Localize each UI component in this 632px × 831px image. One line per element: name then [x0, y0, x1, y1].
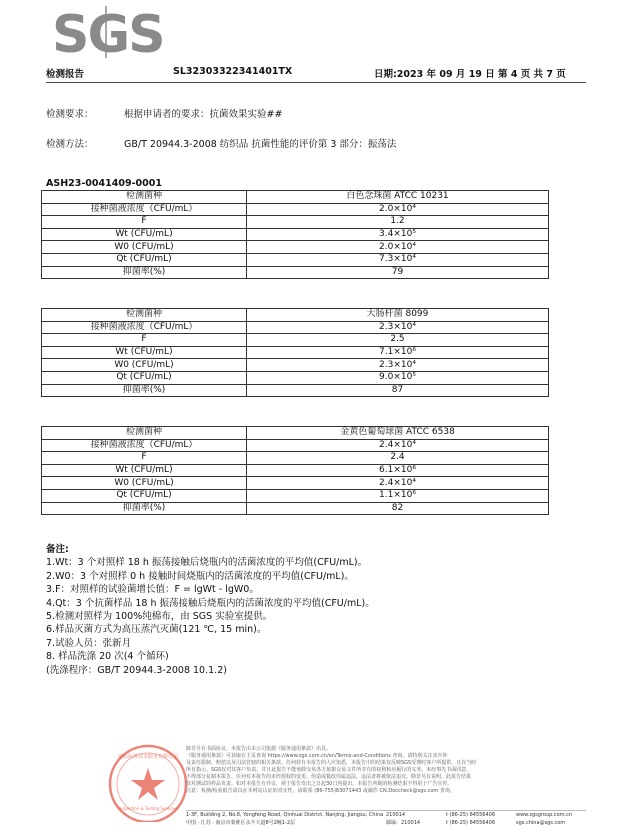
row-label: F	[42, 216, 247, 229]
result-table-2	[41, 308, 549, 397]
address-row-en	[186, 812, 586, 820]
note-item: 4.Qt：3 个抗菌样品 18 h 振荡接触后烧瓶内的活菌浓度的平均值(CFU/mL)。	[46, 597, 375, 609]
row-value: 82	[247, 502, 549, 515]
row-label: 接种菌液浓度（CFU/mL）	[42, 321, 247, 334]
logo-text: SGS	[52, 6, 164, 58]
row-value: 2.5	[247, 334, 549, 347]
table-header-label: 检测菌种	[42, 309, 247, 322]
note-item: (洗涤程序：GB/T 20944.3-2008 10.1.2)	[46, 664, 227, 676]
report-number: SL32303322341401TX	[173, 66, 293, 77]
note-item: 6.样品灭菌方式为高压蒸汽灭菌(121 ℃, 15 min)。	[46, 624, 267, 636]
note-item: 8. 样品洗涤 20 次(4 个循环)	[46, 651, 169, 663]
footer-line: 所有指示。SGS仅对其客户负责，并且此报告不能免除交易各方依据交易文件所享有的权利和应履行的义务。未经事先书面同意，	[186, 767, 472, 773]
row-label: 抑菌率(%)	[42, 502, 247, 515]
table-row	[42, 203, 549, 216]
table-row	[42, 241, 549, 254]
row-label: 抑菌率(%)	[42, 384, 247, 397]
table-row	[42, 253, 549, 266]
sgs-logo	[46, 6, 188, 58]
row-label: W0 (CFU/mL)	[42, 241, 247, 254]
tel-cn: t (86-25) 84556406	[446, 819, 496, 826]
report-date-page: 日期:2023 年 09 月 19 日 第 4 页 共 7 页	[374, 69, 566, 80]
notes-section	[46, 543, 375, 677]
table-row	[42, 464, 549, 477]
table-row	[42, 371, 549, 384]
row-label: Wt (CFU/mL)	[42, 464, 247, 477]
row-value: 2.4×10⁴	[247, 477, 549, 490]
row-value: 2.3×10⁴	[247, 321, 549, 334]
test-requirement-label: 检测要求：	[46, 109, 94, 120]
table-row	[42, 439, 549, 452]
row-value: 9.0×10⁵	[247, 371, 549, 384]
strain-name: 大肠杆菌 8099	[247, 309, 549, 322]
web-cn: sgs.china@sgs.com	[516, 819, 566, 826]
table-header-label: 检测菌种	[42, 427, 247, 440]
table-row	[42, 228, 549, 241]
address-row-cn	[186, 820, 586, 828]
row-value: 87	[247, 384, 549, 397]
row-value: 2.4	[247, 452, 549, 465]
test-method-label: 检测方法：	[46, 139, 94, 150]
header-rule	[46, 82, 586, 83]
address-en: 1-3F, Building 2, No.8, Yongfeng Road, Qinhuai District, Nanjing, Jiangsu, China	[186, 812, 384, 818]
row-value: 3.4×10⁵	[247, 228, 549, 241]
footer-line: 及责任限制、赔偿以及司法管辖的相关条款。任何持有本报告的人应知悉，本报告中的结果仅反映SGS受理时客户所提供，且在当时	[186, 760, 477, 766]
note-item: 3.F：对照样的试验菌增长值：F = lgWt - lgW0。	[46, 584, 259, 596]
row-value: 7.3×10⁴	[247, 253, 549, 266]
table-row	[42, 384, 549, 397]
table-row	[42, 489, 549, 502]
address-block	[186, 810, 586, 827]
row-label: W0 (CFU/mL)	[42, 477, 247, 490]
footer-line: 注意：检测/检验报告请以在本网站认证的真实性，请联系 (86-755)83071443 或邮件 CN.Doccheck@sgs.com 查询。	[186, 788, 455, 794]
row-label: 接种菌液浓度（CFU/mL）	[42, 203, 247, 216]
tel-en: t (86-25) 84556406	[446, 812, 496, 818]
row-value: 2.3×10⁴	[247, 359, 549, 372]
note-item: 7.试验人员：张新月	[46, 637, 132, 649]
row-value: 79	[247, 266, 549, 279]
seal-text-en: Inspection & Testing Services	[118, 806, 178, 811]
postcode-en: 210014	[386, 812, 406, 818]
row-value: 2.0×10⁴	[247, 241, 549, 254]
web-en: www.sgsgroup.com.cn	[516, 812, 573, 818]
row-label: W0 (CFU/mL)	[42, 359, 247, 372]
legal-footer	[186, 746, 586, 795]
row-value: 7.1×10⁶	[247, 346, 549, 359]
note-item: 1.Wt：3 个对照样 18 h 振荡接触后烧瓶内的活菌浓度的平均值(CFU/mL)。	[46, 557, 368, 569]
result-table-3	[41, 426, 549, 515]
row-label: 接种菌液浓度（CFU/mL）	[42, 439, 247, 452]
notes-title: 备注:	[46, 544, 69, 555]
postcode-cn: 邮编：210014	[386, 819, 421, 826]
strain-name: 白色念珠菌 ATCC 10231	[247, 191, 549, 204]
row-label: 抑菌率(%)	[42, 266, 247, 279]
row-label: Qt (CFU/mL)	[42, 371, 247, 384]
row-label: F	[42, 452, 247, 465]
strain-name: 金黄色葡萄球菌 ATCC 6538	[247, 427, 549, 440]
table-row	[42, 359, 549, 372]
table-header-row	[42, 427, 549, 440]
result-table-1	[41, 190, 549, 279]
report-label: 检测报告	[46, 69, 85, 80]
row-value: 6.1×10⁶	[247, 464, 549, 477]
table-header-row	[42, 191, 549, 204]
footer-line: 《服务通用条款》可获取在主页查询 https://www.sgs.com.cn/en/Terms-and-Conditions 查询。请特别关注其中涉	[186, 753, 448, 759]
table-row	[42, 452, 549, 465]
table-header-label: 检测菌种	[42, 191, 247, 204]
table-row	[42, 334, 549, 347]
row-value: 2.4×10⁴	[247, 439, 549, 452]
footer-line: 不得部分复制本报告。任何对本报告的未经授权的变更、伪造或篡改均属违法，违法者将被依法追究。除非另有说明，此报告结果	[186, 774, 472, 780]
row-label: Wt (CFU/mL)	[42, 346, 247, 359]
test-requirement	[46, 106, 282, 120]
row-label: Wt (CFU/mL)	[42, 228, 247, 241]
footer-line: 仅对测试的样品负责。如对本报告有异议，须于报告发出之日起30日内提出。本报告所载的检测结果不得用于广告宣传。	[186, 781, 453, 787]
seal-text: 通标标准技术服务有限公司	[117, 754, 179, 760]
table-row	[42, 321, 549, 334]
table-row	[42, 502, 549, 515]
test-method-value: GB/T 20944.3-2008 纺织品 抗菌性能的评价第 3 部分：振荡法	[124, 139, 397, 150]
row-label: Qt (CFU/mL)	[42, 253, 247, 266]
address-cn: 中国 · 江苏 · 南京市秦淮区永丰大道8号2幢1-2层	[186, 819, 296, 826]
table-row	[42, 346, 549, 359]
table-row	[42, 477, 549, 490]
row-label: F	[42, 334, 247, 347]
test-method	[46, 136, 396, 150]
note-item: 2.W0：3 个对照样 0 h 接触时间烧瓶内的活菌浓度的平均值(CFU/mL)。	[46, 570, 354, 582]
row-value: 1.2	[247, 216, 549, 229]
footer-line: 除非另有书面协议，本报告由本公司依据《服务通用条款》出具。	[186, 746, 332, 752]
note-item: 5.检测对照样为 100%纯棉布，由 SGS 实验室提供。	[46, 611, 273, 623]
table-header-row	[42, 309, 549, 322]
table-row	[42, 216, 549, 229]
row-value: 1.1×10⁶	[247, 489, 549, 502]
row-label: Qt (CFU/mL)	[42, 489, 247, 502]
sample-id: ASH23-0041409-0001	[46, 178, 162, 189]
table-row	[42, 266, 549, 279]
test-requirement-value: 根据申请者的要求：抗菌效果实验##	[124, 109, 283, 120]
row-value: 2.0×10⁴	[247, 203, 549, 216]
